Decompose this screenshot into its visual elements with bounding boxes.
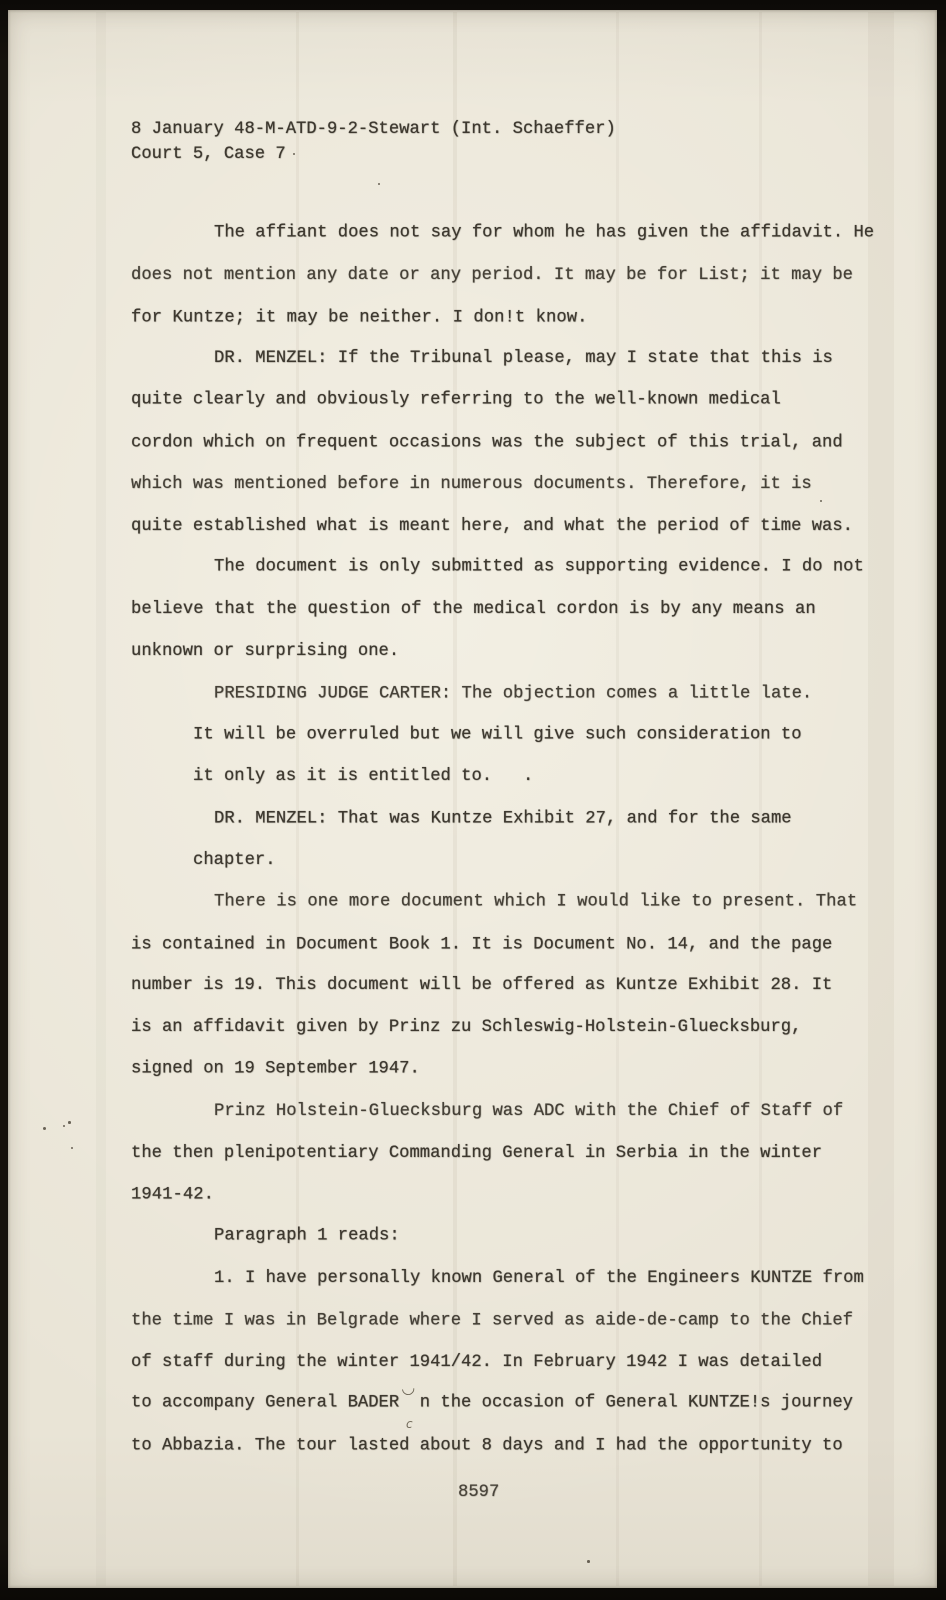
transcript-line: There is one more document which I would like to present. That — [214, 892, 858, 912]
transcript-line: PRESIDING JUDGE CARTER: The objection comes a little late. — [214, 684, 813, 704]
transcript-line: it only as it is entitled to. . — [193, 767, 534, 787]
paper-speck — [293, 153, 295, 155]
transcript-line: does not mention any date or any period. It may be for List; it may be — [131, 265, 853, 285]
transcript-line: which was mentioned before in numerous documents. Therefore, it is — [131, 474, 812, 494]
paper-speck — [378, 183, 380, 185]
paper-speck — [71, 1147, 73, 1149]
transcript-line: 1. I have personally known General of the Engineers KUNTZE from — [214, 1268, 864, 1288]
paper-speck — [43, 1127, 46, 1130]
transcript-line: DR. MENZEL: That was Kuntze Exhibit 27, and for the same — [214, 809, 792, 829]
paper-speck — [63, 1125, 65, 1127]
paper-speck — [68, 1121, 71, 1124]
transcript-line: It will be overruled but we will give such consideration to — [193, 725, 802, 745]
page-header — [131, 117, 616, 168]
transcript-line: The document is only submitted as supporting evidence. I do not — [214, 557, 864, 577]
transcript-line: quite clearly and obviously referring to the well-known medical — [131, 390, 781, 410]
transcript-line: of staff during the winter 1941/42. In February 1942 I was detailed — [131, 1352, 823, 1372]
transcript-line: to accompany General BADER n the occasion of General KUNTZE!s journey — [131, 1393, 853, 1413]
transcript-line: to Abbazia. The tour lasted about 8 days and I had the opportunity to — [131, 1436, 843, 1456]
transcript-body — [131, 213, 921, 1467]
transcript-line: is contained in Document Book 1. It is Document No. 14, and the page — [131, 935, 833, 955]
transcript-line: 1941-42. — [131, 1185, 214, 1205]
transcript-line: DR. MENZEL: If the Tribunal please, may I state that this is — [214, 349, 833, 369]
transcript-line: chapter. — [193, 850, 276, 870]
transcript-line: is an affidavit given by Prinz zu Schleswig-Holstein-Gluecksburg, — [131, 1018, 802, 1038]
transcript-line: The affiant does not say for whom he has given the affidavit. He — [214, 223, 875, 243]
transcript-line: cordon which on frequent occasions was the subject of this trial, and — [131, 433, 843, 453]
header-line-2: Court 5, Case 7 — [131, 145, 286, 165]
transcript-line: number is 19. This document will be offered as Kuntze Exhibit 28. It — [131, 976, 833, 996]
transcript-line: quite established what is meant here, and what the period of time was. — [131, 516, 853, 536]
handwritten-insert-mark-above-icon: ◡ — [400, 1377, 416, 1398]
header-line-1: 8 January 48-M-ATD-9-2-Stewart (Int. Schaeffer) — [131, 120, 616, 139]
transcript-line: unknown or surprising one. — [131, 641, 400, 661]
paper-speck — [820, 500, 822, 502]
transcript-line: believe that the question of the medical cordon is by any means an — [131, 600, 816, 620]
transcript-line: Paragraph 1 reads: — [214, 1226, 400, 1246]
transcript-line: signed on 19 September 1947. — [131, 1059, 420, 1079]
paper-speck — [587, 1560, 590, 1563]
transcript-line: Prinz Holstein-Gluecksburg was ADC with the Chief of Staff of — [214, 1101, 844, 1121]
transcript-line: the time I was in Belgrade where I served as aide-de-camp to the Chief — [131, 1311, 853, 1331]
transcript-line: for Kuntze; it may be neither. I don!t know. — [131, 308, 588, 328]
transcript-line: the then plenipotentiary Commanding General in Serbia in the winter — [131, 1143, 823, 1163]
handwritten-insert-mark-below-icon: c — [406, 1417, 413, 1431]
page-number: 8597 — [458, 1483, 500, 1502]
